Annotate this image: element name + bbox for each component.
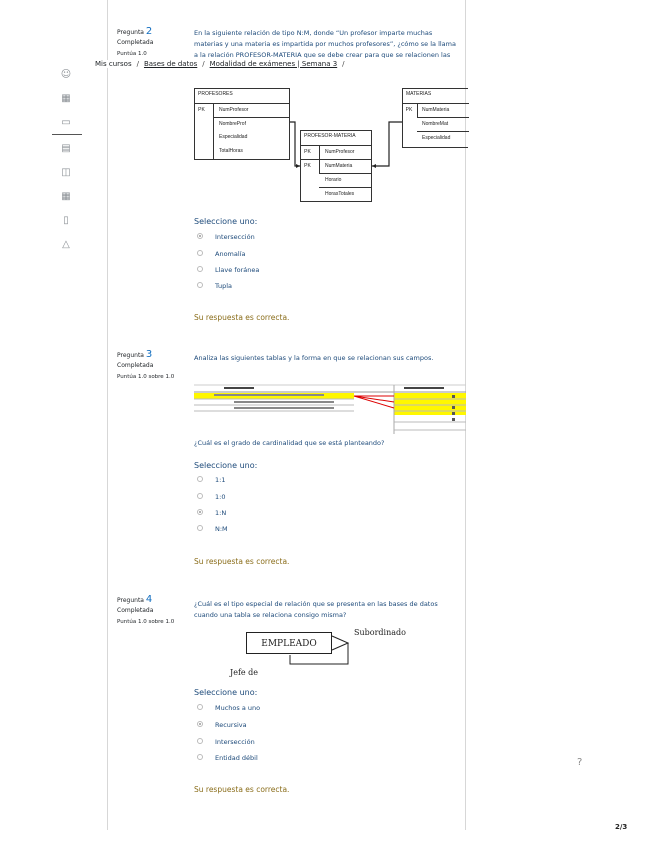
question-info: [117, 26, 177, 56]
nav-active-indicator: [52, 134, 82, 135]
feedback-text: Su respuesta es correcta.: [194, 557, 290, 566]
breadcrumb-separator: /: [136, 60, 139, 68]
field: NumMateria: [422, 107, 450, 113]
option-recursiva[interactable]: Recursiva: [197, 720, 247, 730]
option-entidad-debil[interactable]: Entidad débil: [197, 753, 258, 763]
field: TotalHoras: [219, 148, 243, 154]
field: Horario: [325, 177, 342, 183]
question-state: Completada: [117, 39, 154, 46]
content-border-left: [107, 0, 108, 830]
question-number: Pregunta 3: [117, 349, 153, 360]
option-llave-foranea[interactable]: Llave foránea: [197, 265, 259, 275]
option-tupla[interactable]: Tupla: [197, 281, 232, 291]
question-grade: Puntúa 1.0 sobre 1.0: [117, 374, 175, 380]
radio-button[interactable]: [197, 250, 203, 256]
calendar-icon[interactable]: ▤: [61, 143, 71, 154]
select-label: Seleccione uno:: [194, 461, 258, 470]
option-interseccion[interactable]: Intersección: [197, 232, 255, 242]
radio-button[interactable]: [197, 282, 203, 288]
question-info: [117, 349, 177, 381]
option-interseccion[interactable]: Intersección: [197, 737, 255, 747]
content-icon[interactable]: ▦: [61, 191, 71, 202]
breadcrumb-item-bases-de-datos[interactable]: Bases de datos: [143, 60, 198, 68]
feedback-text: Su respuesta es correcta.: [194, 785, 290, 794]
recursive-relation-line: [230, 628, 430, 686]
book-icon[interactable]: ◫: [61, 167, 71, 178]
radio-button[interactable]: [197, 525, 203, 531]
tables-relation-image: [194, 382, 466, 434]
role-subordinado: Subordinado: [354, 628, 406, 637]
field: NumMateria: [325, 163, 353, 169]
field: NumProfesor: [325, 149, 355, 155]
entity-empleado: EMPLEADO: [246, 632, 332, 654]
help-icon[interactable]: ?: [577, 757, 583, 768]
field: NumProfesor: [219, 107, 249, 113]
radio-button[interactable]: [197, 721, 203, 727]
breadcrumb-item-mis-cursos[interactable]: Mis cursos: [95, 60, 132, 68]
question-number: Pregunta 4: [117, 594, 153, 605]
question-subtext: ¿Cuál es el grado de cardinalidad que se está planteando?: [194, 439, 385, 447]
option-muchos-a-uno[interactable]: Muchos a uno: [197, 703, 260, 713]
pk-label: PK: [198, 107, 205, 113]
option-anomalia[interactable]: Anomalía: [197, 249, 245, 259]
radio-button[interactable]: [197, 233, 203, 239]
question-number: Pregunta 2: [117, 26, 153, 37]
question-text-bottom: [194, 74, 456, 85]
user-icon[interactable]: ☺: [60, 69, 72, 80]
question-state: Completada: [117, 607, 154, 614]
erd-connectors: [194, 88, 466, 208]
question-grade: Puntúa 1.0: [117, 51, 147, 56]
question-text: Analiza las siguientes tablas y la forma en que se relacionan sus campos.: [194, 354, 434, 362]
breadcrumb: [95, 60, 354, 68]
option-1-n[interactable]: 1:N: [197, 508, 226, 518]
option-1-0[interactable]: 1:0: [197, 492, 225, 502]
radio-button[interactable]: [197, 704, 203, 710]
radio-button[interactable]: [197, 476, 203, 482]
feedback-text: Su respuesta es correcta.: [194, 313, 290, 322]
pk-label: PK: [304, 163, 311, 169]
question-info: [117, 594, 177, 626]
role-jefe: Jefe de: [230, 668, 259, 677]
graduation-cap-icon[interactable]: △: [62, 239, 70, 250]
radio-button[interactable]: [197, 509, 203, 515]
table-title: PROFESORES: [198, 91, 233, 97]
grades-icon[interactable]: ▦: [61, 93, 71, 104]
table-title: MATERIAS: [406, 91, 432, 97]
field: NombreMat: [422, 121, 449, 127]
radio-button[interactable]: [197, 738, 203, 744]
field: Especialidad: [422, 135, 451, 141]
select-label: Seleccione uno:: [194, 688, 258, 697]
radio-button[interactable]: [197, 493, 203, 499]
mobile-icon[interactable]: ▯: [63, 215, 69, 226]
breadcrumb-separator: /: [342, 60, 345, 68]
radio-button[interactable]: [197, 754, 203, 760]
pk-label: PK: [304, 149, 311, 155]
erd-diagram: [194, 88, 466, 208]
field: Especialidad: [219, 134, 248, 140]
question-state: Completada: [117, 362, 154, 369]
radio-button[interactable]: [197, 266, 203, 272]
field: NombreProf: [219, 121, 246, 127]
tables-relation-graphic: [194, 382, 466, 434]
question-grade: Puntúa 1.0 sobre 1.0: [117, 619, 175, 625]
question-text-top: En la siguiente relación de tipo N:M, donde “Un profesor imparte muchas materias y una materia es impartida por muchos profesores”, ¿cómo se la llama a la relación PROFESOR-MATERIA que se debe crear para que se relacionen las: [194, 29, 456, 58]
question-text: ¿Cuál es el tipo especial de relación que se presenta en las bases de datos cuando una tabla se relaciona consigo misma?: [194, 600, 438, 619]
field: HorasTotales: [325, 191, 355, 197]
breadcrumb-item-modalidad[interactable]: Modalidad de exámenes | Semana 3: [209, 60, 338, 68]
empleado-diagram: [230, 628, 430, 686]
table-title: PROFESOR-MATERIA: [304, 133, 356, 139]
page-number: 2/3: [615, 823, 628, 831]
breadcrumb-separator: /: [202, 60, 205, 68]
option-n-m[interactable]: N:M: [197, 524, 228, 534]
pk-label: PK: [405, 107, 413, 113]
option-1-1[interactable]: 1:1: [197, 475, 225, 485]
folder-icon[interactable]: ▭: [61, 117, 71, 128]
select-label: Seleccione uno:: [194, 217, 258, 226]
